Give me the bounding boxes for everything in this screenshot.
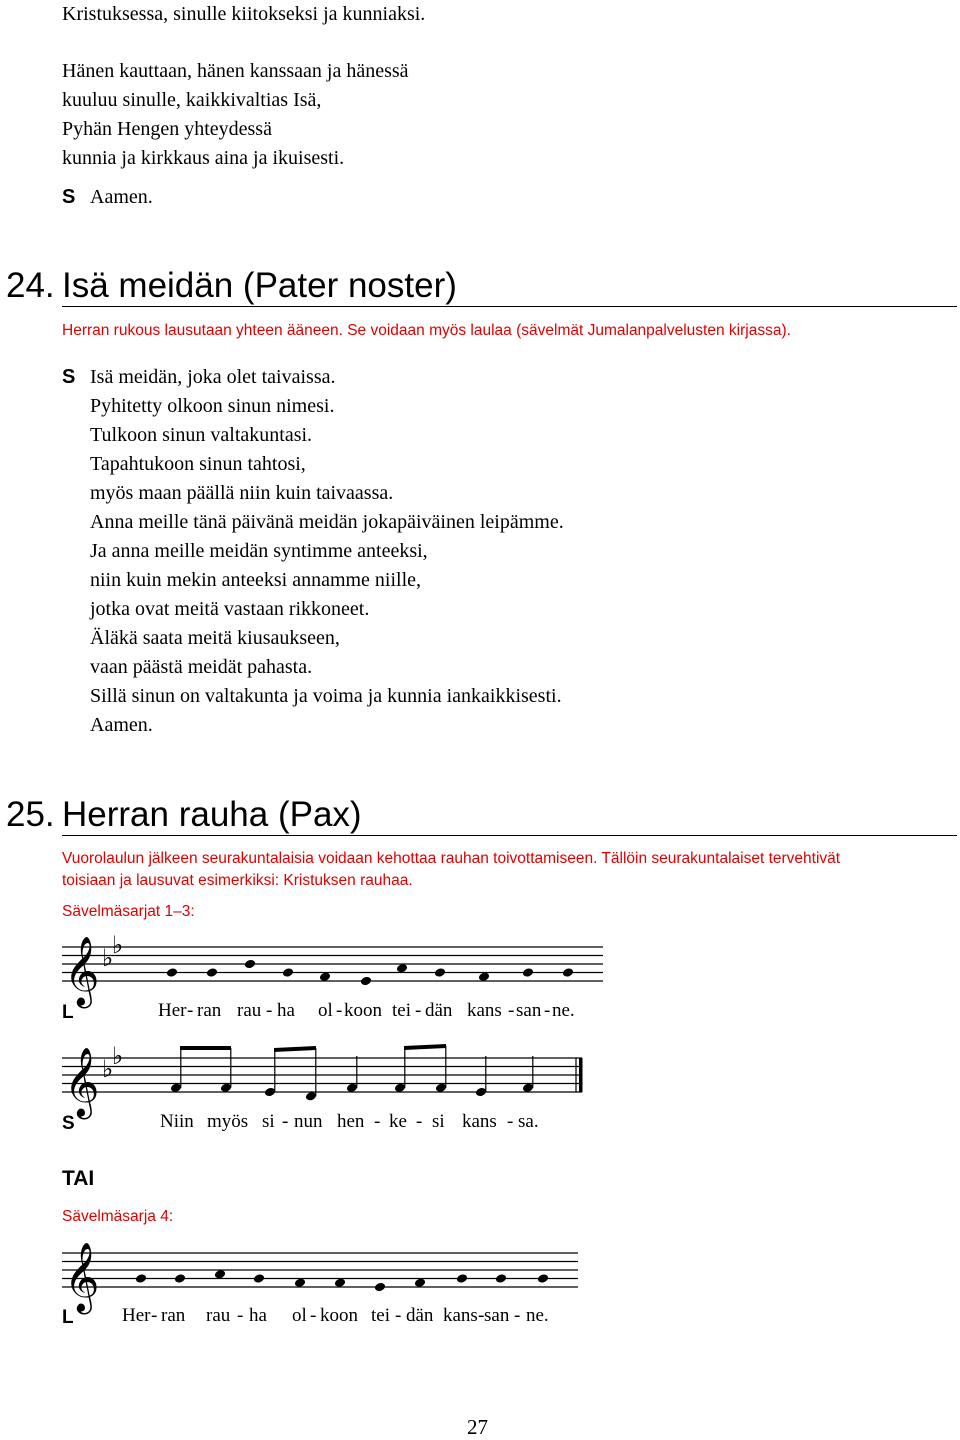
amen-text: Aamen. <box>90 186 153 208</box>
prayer-line: Äläkä saata meitä kiusaukseen, <box>90 627 340 649</box>
note-head <box>537 1273 549 1284</box>
lyric-syllable: Her <box>158 1000 187 1021</box>
treble-clef-icon: 𝄞 <box>64 1047 100 1117</box>
lyric-hyphen: - <box>544 1000 551 1021</box>
lyric-syllable: ke <box>389 1111 407 1132</box>
treble-clef-icon: 𝄞 <box>64 1242 100 1312</box>
melody-label: Sävelmäsarjat 1–3: <box>62 903 195 920</box>
voice-marker: S <box>62 1113 75 1134</box>
lyric-hyphen: - <box>187 1000 194 1021</box>
lyric-syllable: myös <box>207 1111 249 1132</box>
lyric-syllable: nun <box>294 1111 323 1132</box>
prayer-line: Tapahtukoon sinun tahtosi, <box>90 453 306 475</box>
prayer-line: Sillä sinun on valtakunta ja voima ja kunnia iankaikkisesti. <box>90 685 562 707</box>
section-number: 25. <box>6 795 55 834</box>
note-head <box>495 1273 507 1284</box>
lyric-syllable: kans <box>462 1111 497 1132</box>
note-head <box>562 967 574 978</box>
prayer-line: Pyhitetty olkoon sinun nimesi. <box>90 395 335 417</box>
prayer-line: niin kuin mekin anteeksi annamme niille, <box>90 569 422 591</box>
lyric-syllable: kans <box>467 1000 502 1021</box>
prayer-line: myös maan päällä niin kuin taivaassa. <box>90 482 394 504</box>
rubric: toisiaan ja lausuvat esimerkiksi: Kristuksen rauhaa. <box>62 872 413 889</box>
note-head <box>135 1273 147 1284</box>
prayer-line: jotka ovat meitä vastaan rikkoneet. <box>90 598 370 620</box>
page-number: 27 <box>467 1415 488 1439</box>
speaker-marker: S <box>62 366 76 388</box>
lyric-syllable: dän <box>406 1305 434 1326</box>
note-head <box>456 1273 468 1284</box>
doxology-line: kunnia ja kirkkaus aina ja ikuisesti. <box>62 147 345 169</box>
lyric-syllable: ol <box>292 1305 307 1326</box>
lyric-syllable: Niin <box>160 1111 194 1132</box>
intro-line: Kristuksessa, sinulle kiitokseksi ja kunniaksi. <box>62 3 426 25</box>
voice-marker: L <box>62 1002 74 1023</box>
prayer-line: vaan päästä meidät pahasta. <box>90 656 313 678</box>
note-head <box>253 1273 265 1284</box>
lyric-syllable: rau <box>237 1000 262 1021</box>
lyric-syllable: rau <box>206 1305 231 1326</box>
note-beam <box>404 1044 446 1050</box>
flat-icon: ♭ <box>112 931 124 959</box>
doxology-line: Pyhän Hengen yhteydessä <box>62 118 272 140</box>
lyric-syllable: tei <box>371 1305 390 1326</box>
lyric-syllable: ne. <box>526 1305 549 1326</box>
lyric-syllable: kans <box>443 1305 478 1326</box>
lyric-syllable: sa. <box>518 1111 539 1132</box>
note-head <box>282 967 294 978</box>
lyric-hyphen: - <box>415 1000 422 1021</box>
note-head <box>174 1273 186 1284</box>
doxology-line: kuuluu sinulle, kaikkivaltias Isä, <box>62 89 322 111</box>
section-title: Isä meidän (Pater noster) <box>62 266 457 305</box>
note-beam <box>274 1046 316 1052</box>
lyric-hyphen: - <box>478 1305 485 1326</box>
lyric-syllable: koon <box>344 1000 382 1021</box>
flat-icon: ♭ <box>102 1054 114 1083</box>
lyric-syllable: ha <box>277 1000 295 1021</box>
flat-icon: ♭ <box>112 1042 124 1070</box>
lyric-syllable: ne. <box>552 1000 575 1021</box>
note-head <box>374 1282 386 1293</box>
lyric-hyphen: - <box>237 1305 244 1326</box>
rubric: Vuorolaulun jälkeen seurakuntalaisia voidaan kehottaa rauhan toivottamiseen. Tällöin seurakuntalaiset tervehtivät <box>62 850 841 867</box>
lyric-hyphen: - <box>282 1111 289 1132</box>
prayer-line: Aamen. <box>90 714 153 736</box>
lyric-hyphen: - <box>266 1000 273 1021</box>
treble-clef-icon: 𝄞 <box>64 936 100 1006</box>
final-bar <box>579 1058 583 1092</box>
lyric-syllable: ha <box>249 1305 267 1326</box>
rubric: Herran rukous lausutaan yhteen ääneen. Se voidaan myös laulaa (sävelmät Jumalanpalvelusten kirjassa). <box>62 322 791 339</box>
note-head <box>166 967 178 978</box>
lyric-hyphen: - <box>374 1111 381 1132</box>
lyric-syllable: koon <box>320 1305 358 1326</box>
flat-icon: ♭ <box>102 943 114 972</box>
section-number: 24. <box>6 266 55 305</box>
lyric-hyphen: - <box>395 1305 402 1326</box>
lyric-syllable: Her <box>122 1305 151 1326</box>
prayer-line: Ja anna meille meidän syntimme anteeksi, <box>90 540 428 562</box>
note-head <box>522 967 534 978</box>
lyric-syllable: san <box>484 1305 510 1326</box>
lyric-syllable: si <box>262 1111 275 1132</box>
lyric-hyphen: - <box>310 1305 317 1326</box>
lyric-syllable: san <box>516 1000 542 1021</box>
lyric-hyphen: - <box>336 1000 343 1021</box>
or-label: TAI <box>62 1167 95 1190</box>
voice-marker: L <box>62 1307 74 1328</box>
melody-label: Sävelmäsarja 4: <box>62 1208 174 1225</box>
doxology-line: Hänen kauttaan, hänen kanssaan ja hänessä <box>62 60 409 82</box>
lyric-syllable: ol <box>318 1000 333 1021</box>
lyric-hyphen: - <box>507 1111 514 1132</box>
lyric-hyphen: - <box>514 1305 521 1326</box>
lyric-syllable: tei <box>392 1000 411 1021</box>
note-head <box>360 976 372 987</box>
lyric-syllable: hen <box>337 1111 365 1132</box>
note-head <box>244 959 256 970</box>
prayer-line: Tulkoon sinun valtakuntasi. <box>90 424 313 446</box>
note-head <box>434 967 446 978</box>
lyric-syllable: ran <box>161 1305 186 1326</box>
note-head <box>206 967 218 978</box>
amen-marker: S <box>62 186 76 208</box>
lyric-hyphen: - <box>151 1305 158 1326</box>
prayer-line: Anna meille tänä päivänä meidän jokapäiväinen leipämme. <box>90 511 564 533</box>
lyric-hyphen: - <box>416 1111 423 1132</box>
note-beam <box>180 1046 231 1050</box>
lyric-syllable: dän <box>425 1000 453 1021</box>
section-title: Herran rauha (Pax) <box>62 795 362 834</box>
prayer-line: Isä meidän, joka olet taivaissa. <box>90 366 336 388</box>
lyric-syllable: ran <box>197 1000 222 1021</box>
lyric-hyphen: - <box>508 1000 515 1021</box>
lyric-syllable: si <box>432 1111 445 1132</box>
